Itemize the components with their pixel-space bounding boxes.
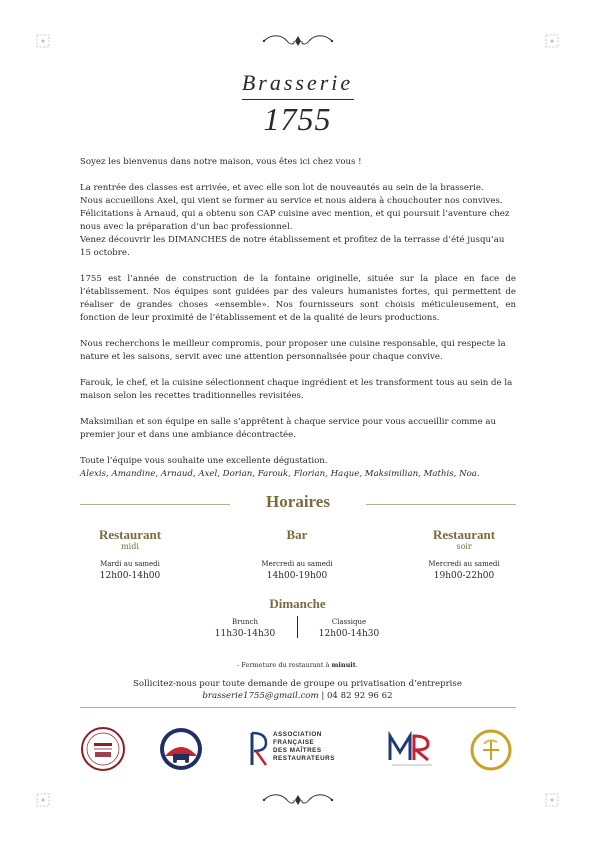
- corner-ornament-top-right: [545, 34, 559, 48]
- column-subtitle: soir: [456, 542, 472, 551]
- column-title: Bar: [286, 527, 308, 542]
- dimanche-classique: [314, 618, 384, 639]
- column-hours: 14h00-19h00: [266, 571, 328, 581]
- column-subtitle: [237, 542, 357, 551]
- column-hours: 19h00-22h00: [433, 571, 495, 581]
- closing-line: Toute l’équipe vous souhaite une excellente dégustation.: [80, 456, 328, 466]
- afmr-line: ASSOCIATION: [273, 731, 322, 738]
- divider-line: [366, 504, 516, 505]
- dimanche-title: Dimanche: [269, 596, 326, 611]
- news-line: Félicitations à Arnaud, qui a obtenu son CAP cuisine avec mention, et qui poursuit l’aventure chez nous avec la préparation d’un bac professionnel.: [80, 209, 510, 232]
- toque-badge-logo: [155, 726, 207, 776]
- note-prefix: - Fermeture du restaurant à: [237, 661, 332, 669]
- note-suffix: .: [355, 661, 358, 669]
- top-flourish-ornament: [261, 34, 335, 48]
- team-names: Alexis, Amandine, Arnaud, Axel, Dorian, Farouk, Florian, Haque, Maksimilian, Mathis, Noa.: [80, 469, 480, 479]
- contact-line: Sollicitez-nous pour toute demande de groupe ou privatisation d’entreprise: [133, 679, 462, 689]
- maitres-restaurateurs-logo: [386, 730, 438, 776]
- contact-details: [0, 690, 595, 702]
- brunch-hours: 11h30-14h30: [214, 629, 276, 639]
- dimanche-brunch: [210, 618, 280, 639]
- bottom-flourish-ornament: [261, 793, 335, 807]
- column-title: Restaurant: [98, 527, 162, 542]
- contact-separator: |: [318, 691, 327, 701]
- compromise-paragraph: Nous recherchons le meilleur compromis, pour proposer une cuisine responsable, qui respecte la nature et les saisons, servit avec une attention personnalisée pour chaque convive.: [80, 339, 506, 362]
- column-subtitle: midi: [121, 542, 139, 551]
- hours-column-restaurant-midi: [70, 528, 190, 581]
- classique-label: Classique: [331, 618, 367, 626]
- news-line: Venez découvrir les DIMANCHES de notre établissement et profitez de la terrasse d’été jusqu’au 15 octobre.: [80, 235, 505, 258]
- closing-time-note: [0, 661, 595, 669]
- afmr-line: DES MAÎTRES: [273, 747, 322, 754]
- brunch-label: Brunch: [232, 618, 258, 626]
- brasserie-logo: [0, 70, 595, 136]
- column-title: Restaurant: [432, 527, 496, 542]
- hours-column-restaurant-soir: [404, 528, 524, 581]
- logo-year: 1755: [263, 101, 332, 137]
- logo-name: Brasserie: [241, 70, 354, 95]
- news-paragraph: [80, 182, 516, 260]
- horaires-title: Horaires: [266, 492, 330, 511]
- column-hours: 12h00-14h00: [99, 571, 161, 581]
- welcome-text-body: [80, 156, 516, 494]
- contact-block: [0, 678, 595, 702]
- news-line: La rentrée des classes est arrivée, et avec elle son lot de nouveautés au sein de la brasserie.: [80, 183, 484, 193]
- dimanche-separator: [297, 616, 298, 638]
- artisans-badge-logo: [80, 726, 126, 776]
- history-paragraph: 1755 est l’année de construction de la fontaine originelle, située sur la place en face de l’établissement. Nos équipes sont guidées par des valeurs humanistes fortes, qui permettent de réaliser de grandes choses «ensemble». Nos fournisseurs sont choisis méticuleusement, en fonction de leur proximité de l’établissement et de la qualité de leurs productions.: [80, 274, 516, 323]
- email-link[interactable]: brasserie1755@gmail.com: [202, 691, 319, 701]
- afmr-text: [273, 731, 335, 763]
- classique-hours: 12h00-14h30: [318, 629, 380, 639]
- closing-paragraph: [80, 455, 516, 481]
- welcome-paragraph: Soyez les bienvenus dans notre maison, vous êtes ici chez vous !: [80, 157, 362, 167]
- phone-number[interactable]: 04 82 92 96 62: [326, 691, 393, 701]
- chef-paragraph: Farouk, le chef, et la cuisine sélectionnent chaque ingrédient et les transforment tous au sein de la maison selon les recettes traditionnelles revisitées.: [80, 378, 513, 401]
- corner-ornament-bottom-left: [36, 793, 50, 807]
- news-line: Nous accueillons Axel, qui vient se former au service et nous aidera à chouchouter nos convives.: [80, 196, 503, 206]
- afmr-line: FRANÇAISE: [273, 739, 315, 746]
- service-paragraph: Maksimilian et son équipe en salle s’apprêtent à chaque service pour vous accueillir comme au premier jour et dans une ambiance décontractée.: [80, 417, 497, 440]
- hours-column-bar: [237, 528, 357, 581]
- bottom-divider-line: [80, 707, 516, 708]
- gold-emblem-logo: [469, 728, 513, 776]
- corner-ornament-bottom-right: [545, 793, 559, 807]
- note-bold: minuit: [331, 661, 356, 669]
- column-days: Mercredi au samedi: [428, 560, 500, 568]
- column-days: Mercredi au samedi: [261, 560, 333, 568]
- afmr-line: RESTAURATEURS: [273, 755, 335, 762]
- logo-rule: [242, 99, 354, 100]
- horaires-header: [80, 492, 516, 516]
- corner-ornament-top-left: [36, 34, 50, 48]
- column-days: Mardi au samedi: [100, 560, 160, 568]
